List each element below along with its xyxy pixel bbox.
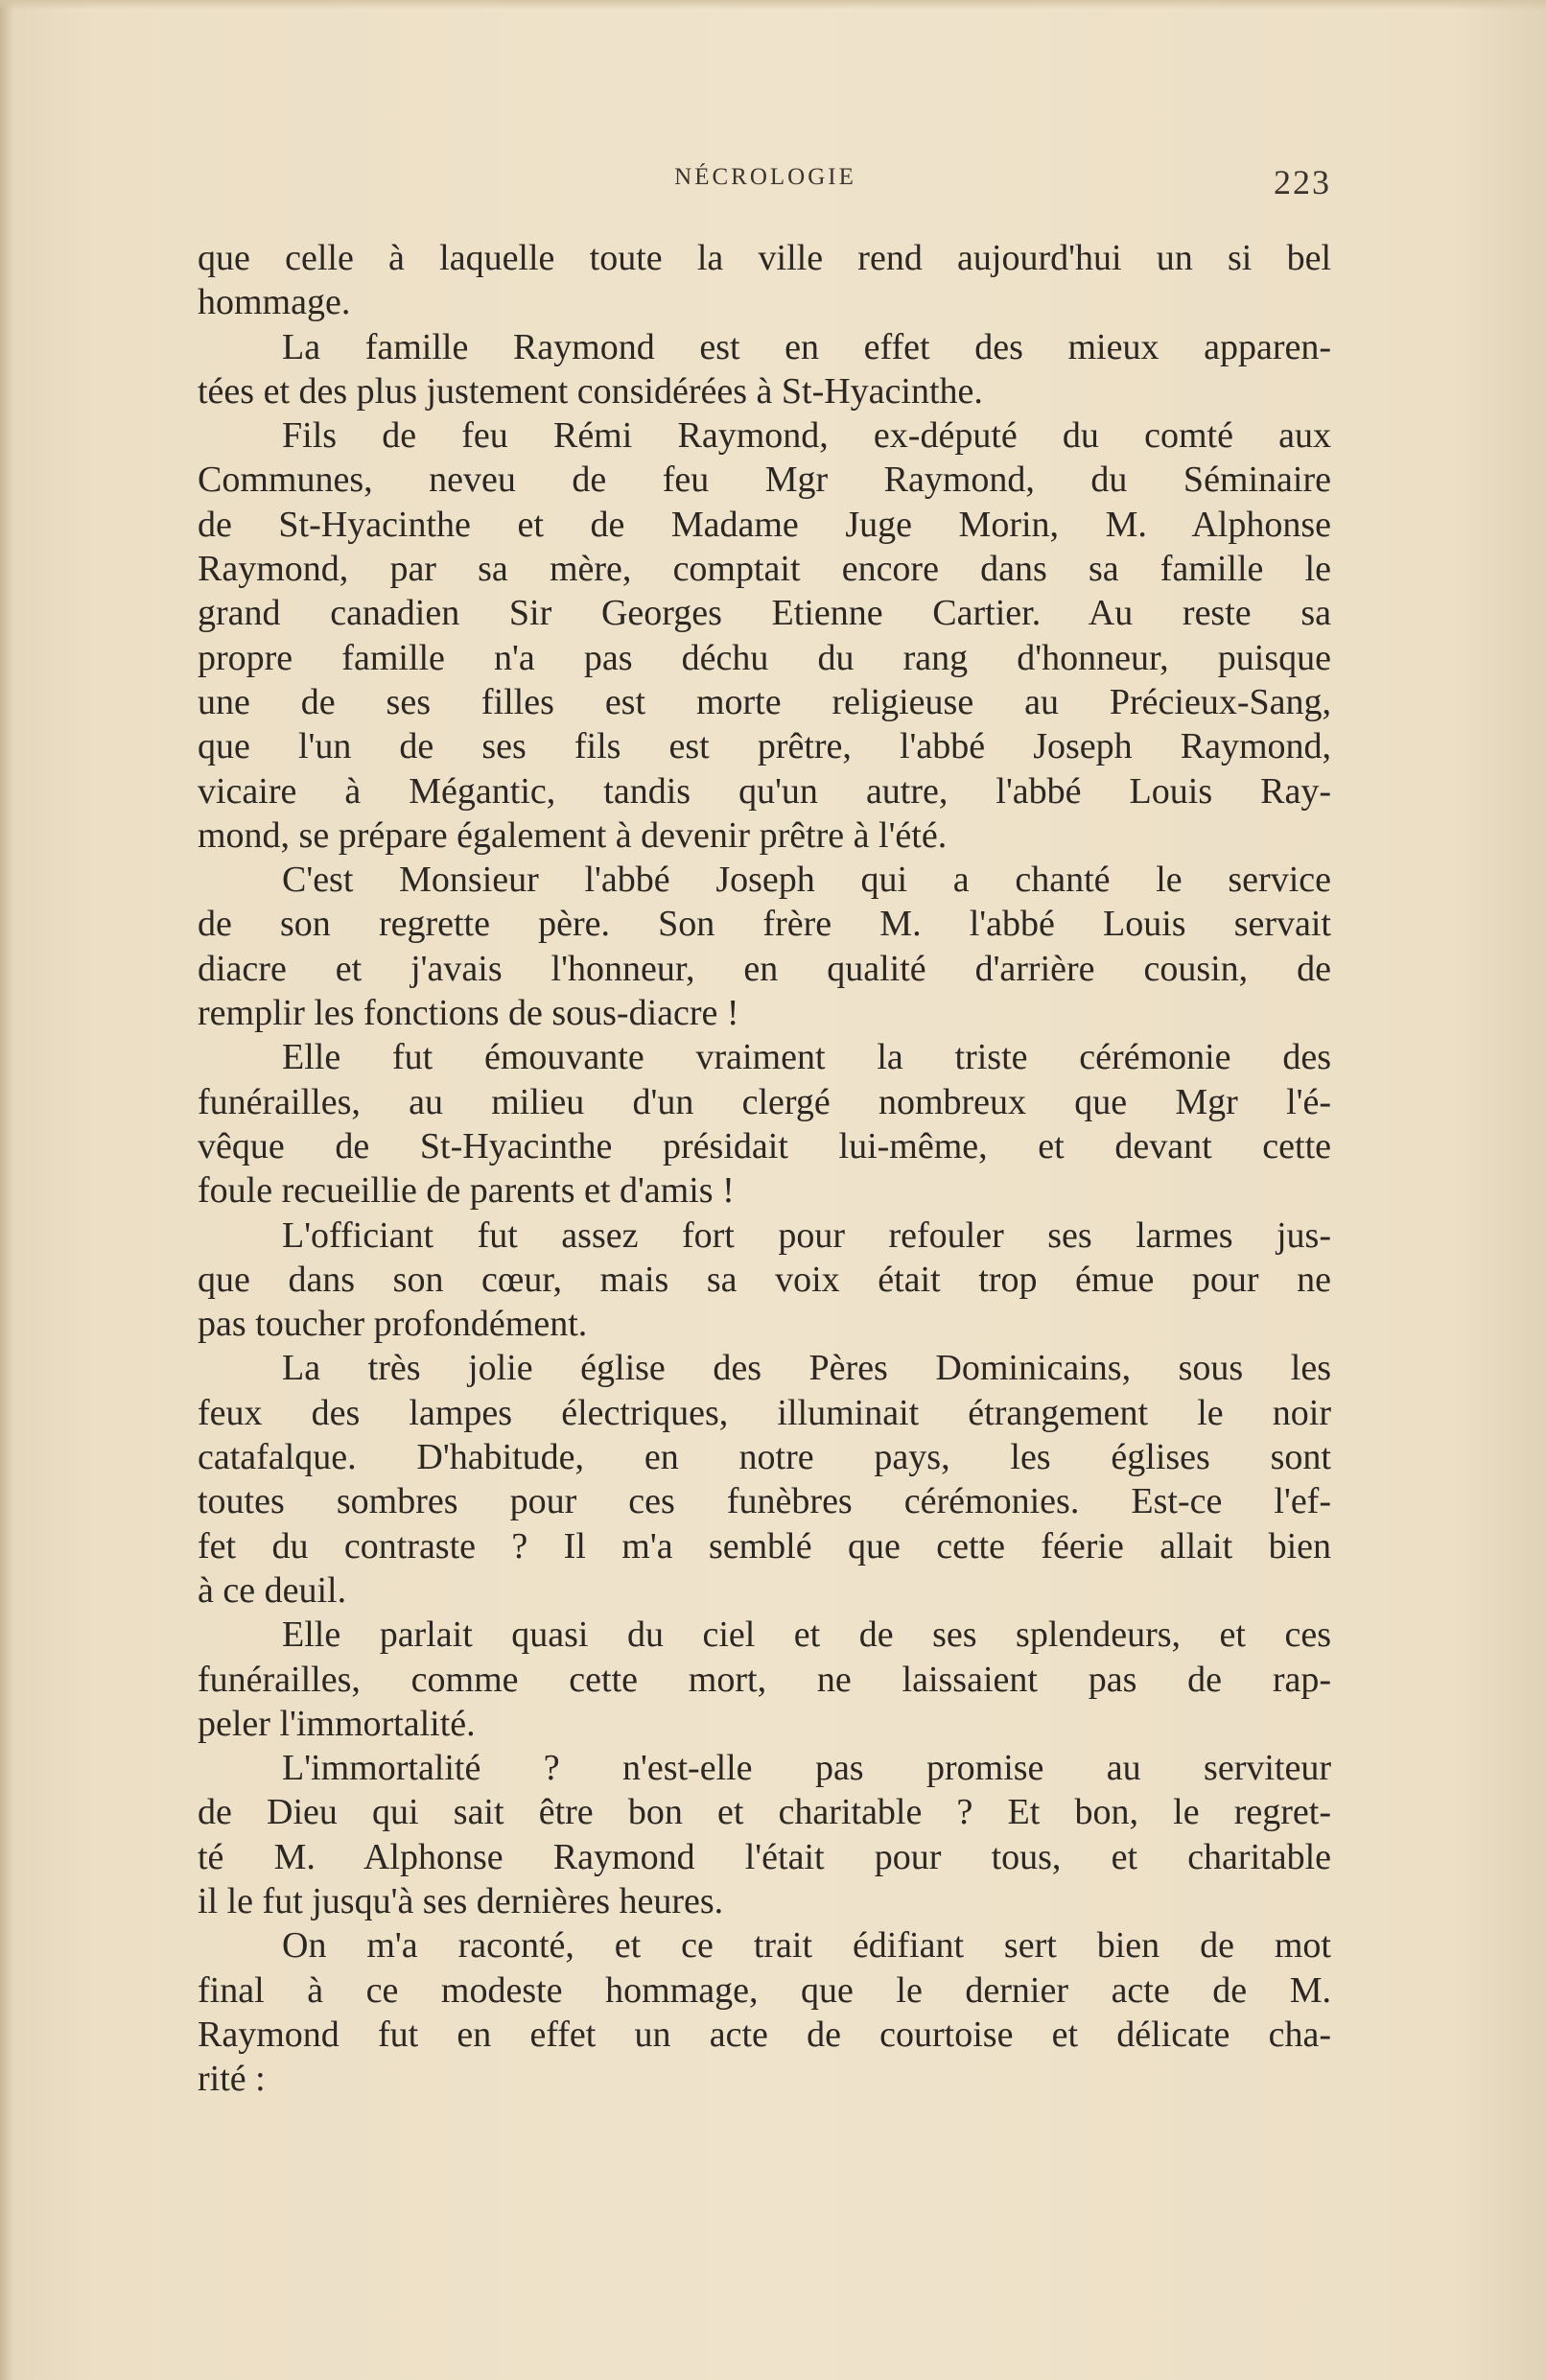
text-line: fet du contraste ? Il m'a semblé que cette féerie allait bien [198, 1525, 1331, 1567]
text-line: On m'a raconté, et ce trait édifiant sert bien de mot [282, 1925, 1331, 1967]
text-line: feux des lampes électriques, illuminait étrangement le noir [198, 1392, 1331, 1433]
text-line: de St-Hyacinthe et de Madame Juge Morin, M. Alphonse [198, 504, 1331, 545]
text-line: final à ce modeste hommage, que le dernier acte de M. [198, 1969, 1331, 2011]
page-number: 223 [1274, 163, 1331, 201]
text-line: il le fut jusqu'à ses dernières heures. [198, 1880, 724, 1921]
text-line: mond, se prépare également à devenir prêtre à l'été. [198, 814, 948, 856]
text-line: tées et des plus justement considérées à St-Hyacinthe. [198, 370, 983, 412]
text-line: grand canadien Sir Georges Etienne Cartier. Au reste sa [198, 593, 1331, 634]
text-line: que dans son cœur, mais sa voix était trop émue pour ne [198, 1259, 1331, 1300]
text-line: diacre et j'avais l'honneur, en qualité d'arrière cousin, de [198, 948, 1331, 989]
text-line: toutes sombres pour ces funèbres cérémonies. Est-ce l'ef- [198, 1481, 1331, 1522]
text-line: Elle fut émouvante vraiment la triste cérémonie des [282, 1037, 1331, 1078]
text-line: peler l'immortalité. [198, 1703, 476, 1744]
text-line: té M. Alphonse Raymond l'était pour tous, et charitable [198, 1836, 1331, 1877]
text-line: Elle parlait quasi du ciel et de ses splendeurs, et ces [282, 1614, 1331, 1656]
text-line: pas toucher profondément. [198, 1304, 588, 1345]
body-text [198, 236, 1331, 2101]
text-line: L'immortalité ? n'est-elle pas promise au serviteur [282, 1748, 1331, 1789]
text-line: à ce deuil. [198, 1569, 347, 1611]
text-line: Fils de feu Rémi Raymond, ex-député du comté aux [282, 415, 1331, 457]
text-line: funérailles, comme cette mort, ne laissaient pas de rap- [198, 1659, 1331, 1700]
text-line: C'est Monsieur l'abbé Joseph qui a chanté le service [282, 860, 1331, 901]
text-line: rité : [198, 2059, 266, 2100]
text-line: hommage. [198, 282, 351, 323]
text-line: Raymond fut en effet un acte de courtoise et délicate cha- [198, 2014, 1331, 2055]
text-line: de son regrette père. Son frère M. l'abbé Louis servait [198, 904, 1331, 945]
text-line: La très jolie église des Pères Dominicains, sous les [282, 1348, 1331, 1389]
text-line: remplir les fonctions de sous-diacre ! [198, 993, 739, 1034]
text-line: foule recueillie de parents et d'amis ! [198, 1170, 735, 1212]
text-line: Raymond, par sa mère, comptait encore dans sa famille le [198, 549, 1331, 590]
page-left-edge-shadow [0, 0, 13, 2380]
text-line: Communes, neveu de feu Mgr Raymond, du Séminaire [198, 460, 1331, 501]
running-title: NÉCROLOGIE [674, 164, 856, 190]
text-line: La famille Raymond est en effet des mieux apparen- [282, 326, 1331, 367]
text-line: funérailles, au milieu d'un clergé nombreux que Mgr l'é- [198, 1081, 1331, 1122]
text-line: que celle à laquelle toute la ville rend aujourd'hui un si bel [198, 238, 1331, 278]
text-line: catafalque. D'habitude, en notre pays, les églises sont [198, 1437, 1331, 1478]
running-head [199, 160, 1331, 202]
text-line: propre famille n'a pas déchu du rang d'honneur, puisque [198, 637, 1331, 678]
text-line: L'officiant fut assez fort pour refouler ses larmes jus- [282, 1214, 1331, 1256]
text-line: que l'un de ses fils est prêtre, l'abbé Joseph Raymond, [198, 726, 1331, 767]
text-line: une de ses filles est morte religieuse au Précieux-Sang, [198, 681, 1331, 722]
text-line: de Dieu qui sait être bon et charitable ? Et bon, le regret- [198, 1792, 1331, 1833]
text-line: vicaire à Mégantic, tandis qu'un autre, l'abbé Louis Ray- [198, 770, 1331, 812]
page-top-edge-shadow [0, 0, 1546, 10]
text-line: vêque de St-Hyacinthe présidait lui-même, et devant cette [198, 1125, 1331, 1166]
